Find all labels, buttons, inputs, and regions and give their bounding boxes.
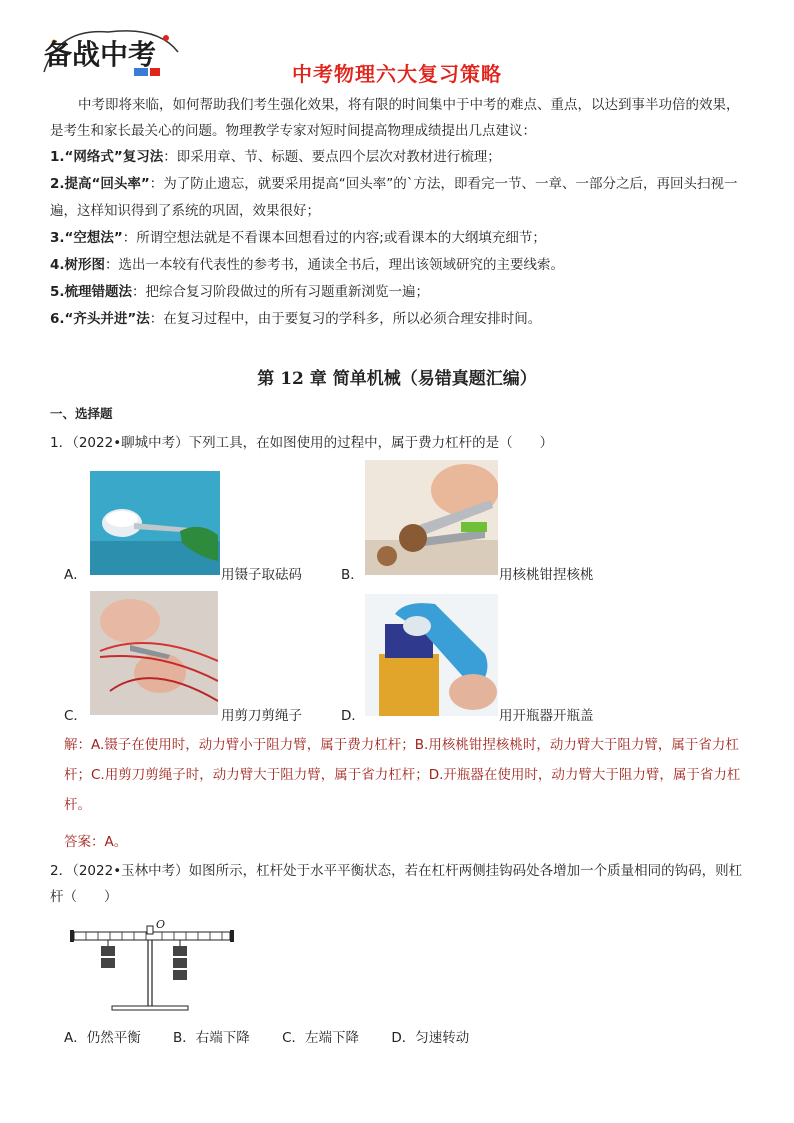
- scissors-photo: [90, 591, 218, 715]
- tip-head: 1.“网络式”复习法: [50, 149, 164, 165]
- tip-body: ：为了防止遗忘，就要采用提高“回头率”的`方法，即看完一节、一章、一部分之后，再回头扫视一遍，这样知识得到了系统的巩固，效果很好；: [50, 176, 738, 219]
- tip-body: ：在复习过程中，由于要复习的学科多，所以必须合理安排时间。: [149, 311, 542, 327]
- option-a-caption: 用镊子取砝码: [221, 567, 302, 583]
- tip-head: 3.“空想法”: [50, 230, 123, 246]
- tip-item: [50, 252, 750, 279]
- tip-body: ：选出一本较有代表性的参考书，通读全书后，理出该领域研究的主要线索。: [105, 257, 565, 273]
- tip-item: [50, 171, 750, 225]
- tips-list: [50, 144, 750, 333]
- tip-head: 4.树形图: [50, 257, 106, 273]
- answer-text: 答案：A。: [64, 834, 128, 850]
- bottle-opener-photo: [365, 594, 498, 716]
- intro-paragraph: 中考即将来临，如何帮助我们考生强化效果，将有限的时间集中于中考的难点、重点，以达到事半功倍的效果，是考生和家长最关心的问题。物理教学专家对短时间提高物理成绩提出几点建议：: [50, 97, 740, 139]
- pivot-label: O: [156, 918, 166, 931]
- tip-item: [50, 279, 750, 306]
- tip-item: [50, 144, 750, 171]
- tip-body: ：即采用章、节、标题、要点四个层次对教材进行梳理；: [163, 149, 501, 165]
- tip-head: 6.“齐头并进”法: [50, 311, 150, 327]
- tweezers-photo: [90, 471, 220, 575]
- tip-head: 5.梳理错题法: [50, 284, 133, 300]
- option-c-caption: 用剪刀剪绳子: [221, 708, 302, 724]
- solution-text: 解：A.镊子在使用时，动力臂小于阻力臂，属于费力杠杆；B.用核桃钳捏核桃时，动力臂大于阻力臂，属于省力杠杆；C.用剪刀剪绳子时，动力臂大于阻力臂，属于省力杠杆；D.开瓶器在使用时，动力臂大于阻力臂，属于省力杠杆。: [64, 737, 741, 813]
- logo-text: 备战中考: [44, 38, 157, 71]
- page-title: 中考物理六大复习策略: [292, 62, 502, 86]
- choice-a: A．仍然平衡: [64, 1030, 141, 1046]
- question-1-stem: 1．（2022•聊城中考）下列工具，在如图使用的过程中，属于费力杠杆的是（ ）: [50, 435, 554, 451]
- option-d-caption: 用开瓶器开瓶盖: [499, 708, 594, 724]
- lever-diagram: [66, 918, 246, 1022]
- option-b-label: B．: [341, 567, 364, 583]
- tip-item: [50, 225, 750, 252]
- option-d-photo: [365, 594, 498, 716]
- choice-c: C．左端下降: [282, 1030, 360, 1046]
- option-d-label: D．: [341, 708, 365, 724]
- option-b-photo: [365, 460, 498, 575]
- nutcracker-photo: [365, 460, 498, 575]
- tip-body: ：所谓空想法就是不看课本回想看过的内容;或看课本的大纲填充细节；: [122, 230, 546, 246]
- option-a-label: A．: [64, 567, 87, 583]
- tip-head: 2.提高“回头率”: [50, 176, 150, 192]
- question-2-choices: [64, 1026, 754, 1046]
- chapter-title: 第 12 章 简单机械（易错真题汇编）: [257, 369, 537, 389]
- question-2-stem: 2．（2022•玉林中考）如图所示，杠杆处于水平平衡状态，若在杠杆两侧挂钩码处各增加一个质量相同的钩码，则杠杆（ ）: [50, 863, 743, 905]
- tip-item: [50, 306, 750, 333]
- option-c-label: C．: [64, 708, 87, 724]
- choice-b: B．右端下降: [173, 1030, 250, 1046]
- option-c-photo: [90, 591, 218, 715]
- option-b-caption: 用核桃钳捏核桃: [499, 567, 594, 583]
- tip-body: ：把综合复习阶段做过的所有习题重新浏览一遍；: [132, 284, 430, 300]
- lever-figure: [66, 918, 246, 1018]
- section-heading: 一、选择题: [50, 406, 113, 421]
- choice-d: D．匀速转动: [391, 1030, 470, 1046]
- option-a-photo: [90, 471, 220, 575]
